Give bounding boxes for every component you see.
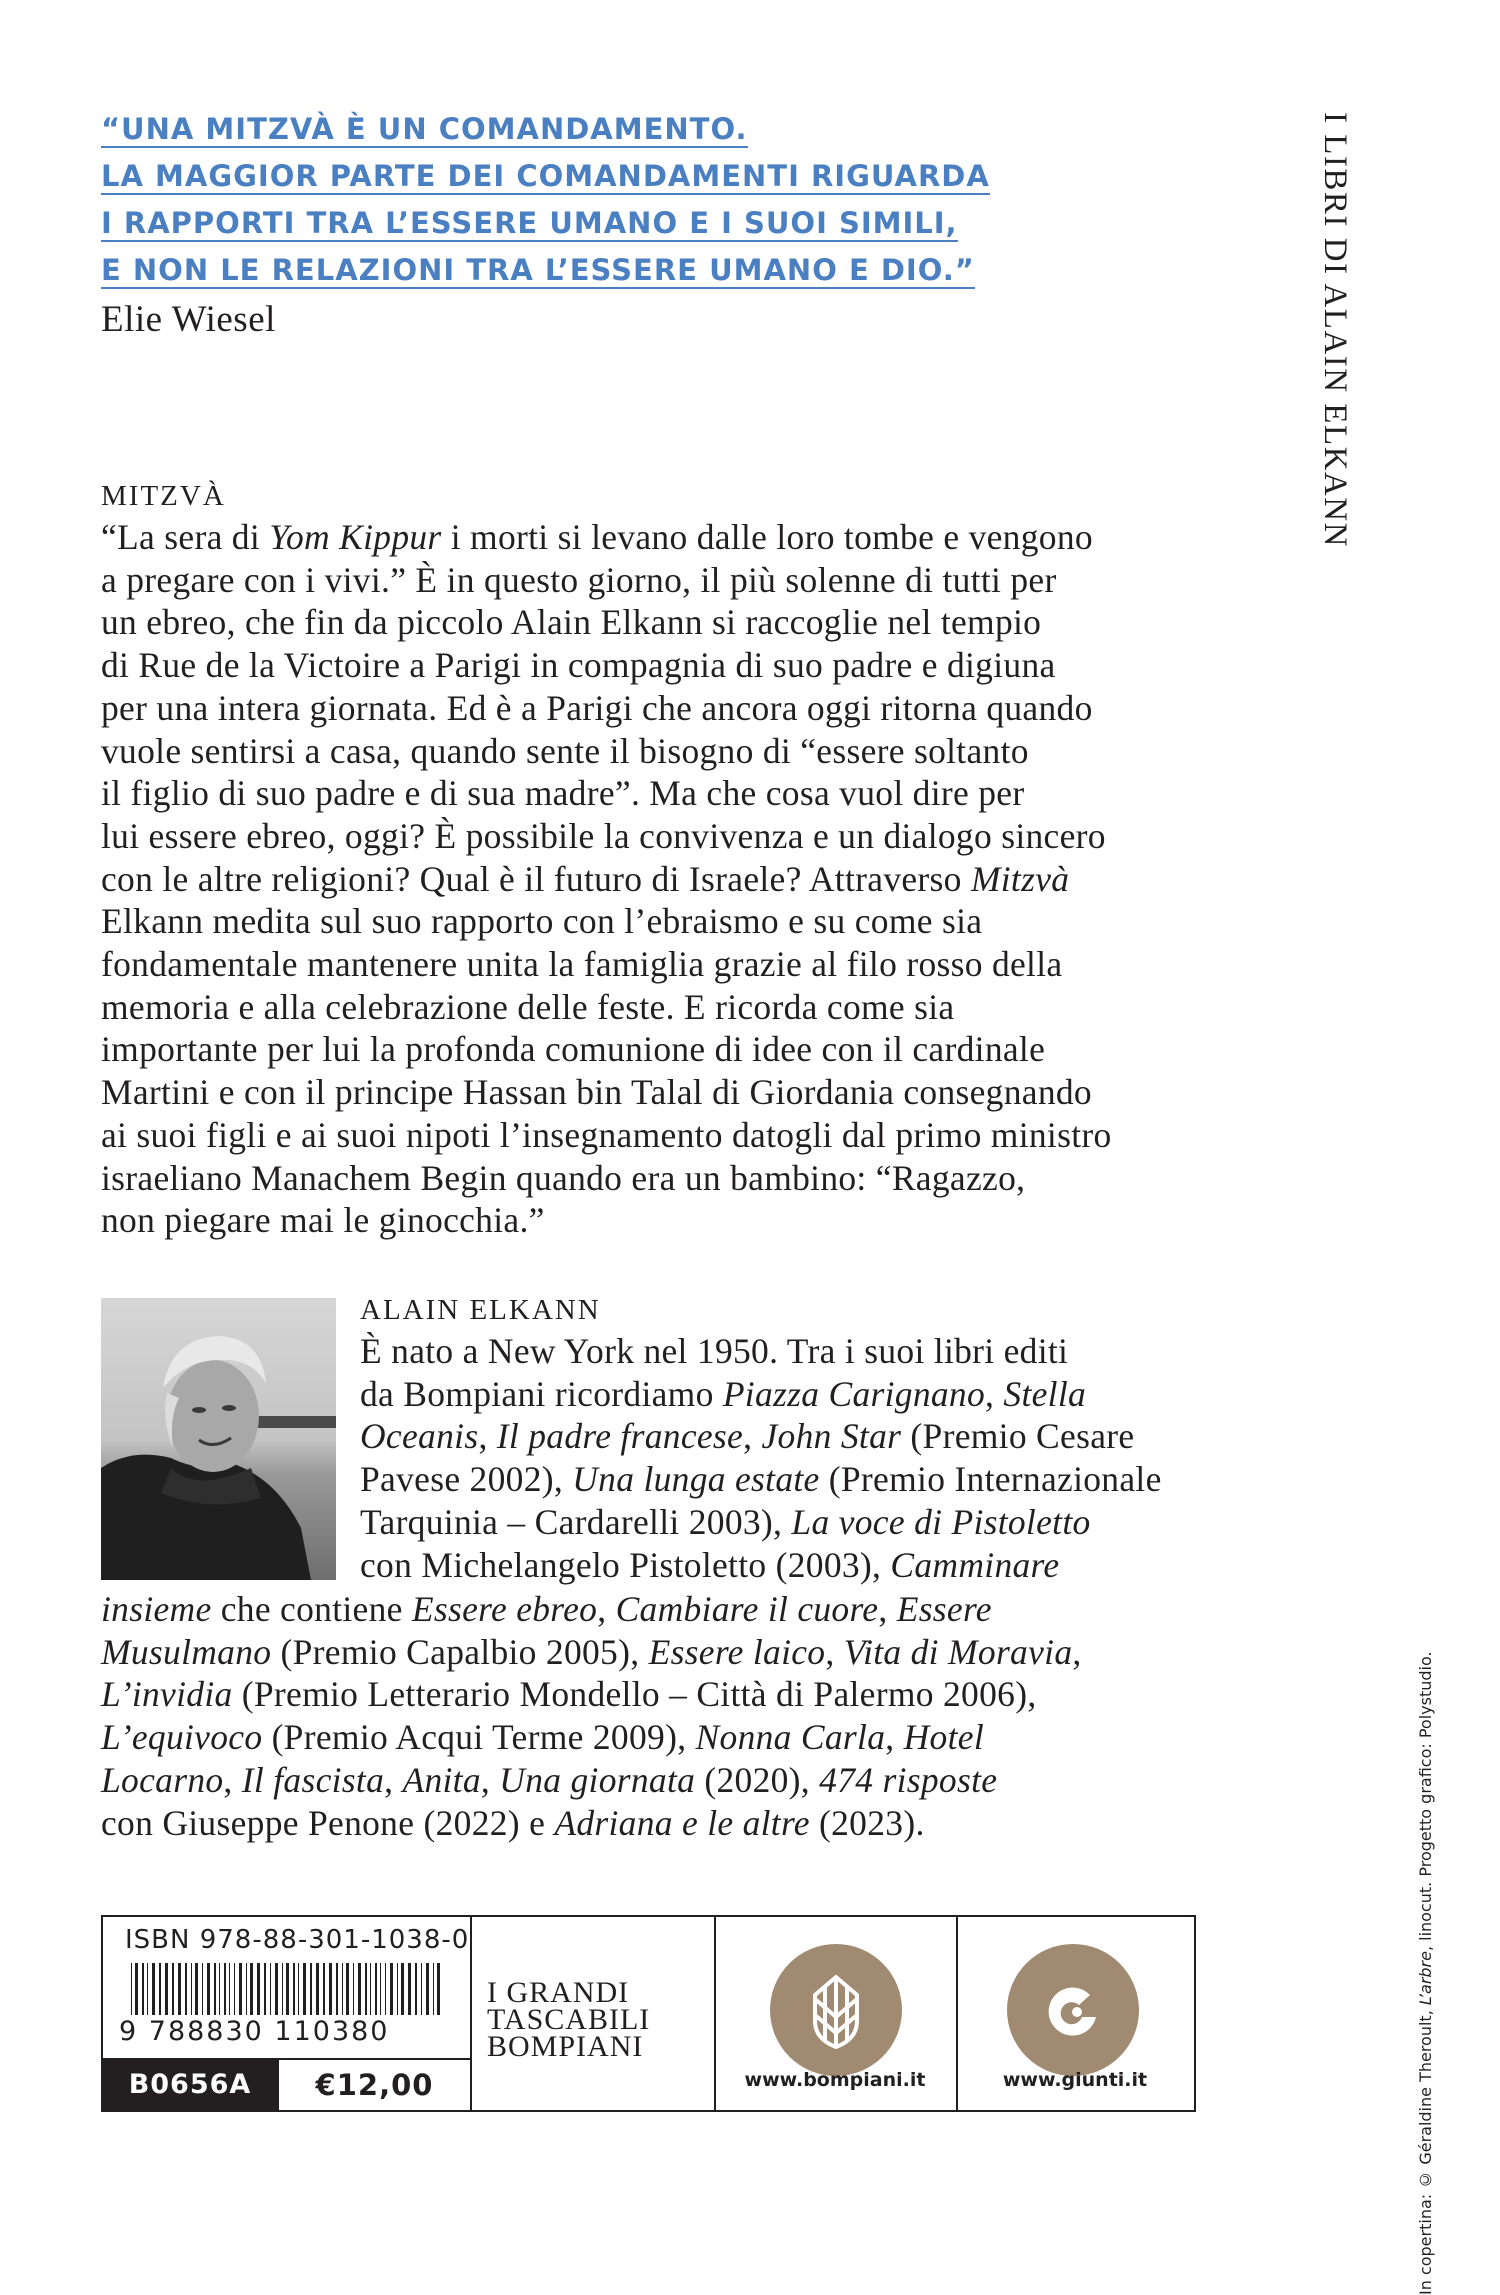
barcode-bar [257, 1963, 260, 2015]
epigraph-quote [101, 106, 990, 341]
quote-line: I RAPPORTI TRA L’ESSERE UMANO E I SUOI SIMILI, [101, 206, 958, 240]
barcode-bar [195, 1963, 198, 2015]
barcode-bar [178, 1963, 181, 2015]
quote-author: Elie Wiesel [101, 299, 276, 340]
barcode-bar [298, 1963, 299, 2015]
barcode-bar [270, 1963, 271, 2015]
quote-line: LA MAGGIOR PARTE DEI COMANDAMENTI RIGUARDA [101, 159, 990, 193]
author-photo [101, 1298, 336, 1580]
barcode-bar [426, 1963, 429, 2015]
barcode-bar [147, 1963, 148, 2015]
giunti-url[interactable]: www.giunti.it [1002, 2069, 1148, 2091]
barcode-bar [358, 1963, 361, 2015]
barcode-bar [224, 1963, 226, 2015]
barcode-bar [323, 1963, 325, 2015]
barcode-bar [408, 1963, 411, 2015]
barcode-bar [342, 1963, 343, 2015]
barcode-bar [239, 1963, 242, 2015]
barcode-digits: 9 788830 110380 [119, 2016, 390, 2047]
barcode-bar [316, 1963, 319, 2015]
panel-divider [470, 1917, 472, 2110]
barcode [127, 1963, 447, 2015]
author-bio-text: È nato a New York nel 1950. Tra i suoi libri editi da Bompiani ricordiamo Piazza Carignano, Stella Oceanis, Il padre francese, John Star (Premio Cesare Pavese 2002), Una lunga estate (Premio Internazionale Tarquinia – Cardarelli 2003), La voce di Pistoletto con Michelangelo Pistoletto (2003), Camminare [360, 1331, 1162, 1585]
cover-credits: In copertina: © Géraldine Theroult, L’arbre, linocut. Progetto grafico: Polystudio. [1416, 1651, 1435, 2295]
barcode-bar [185, 1963, 187, 2015]
barcode-bar [264, 1963, 266, 2015]
series-logo: I GRANDI TASCABILI BOMPIANI [487, 1976, 651, 2063]
barcode-bar [207, 1963, 210, 2015]
synopsis-text: “La sera di Yom Kippur i morti si levano dalle loro tombe e vengono a pregare con i vivi.” È in questo giorno, il più solenne di tutti per un ebreo, che fin da piccolo Alain Elkann si raccoglie nel tempio di Rue de la Victoire a Parigi in compagnia di suo padre e digiuna per una intera giornata. Ed è a Parigi che ancora oggi ritorna quando vuole sentirsi a casa, quando sente il bisogno di “essere soltanto il figlio di suo padre e di sua madre”. Ma che cosa vuol dire per lui essere ebreo, oggi? È possibile la convivenza e un dialogo sincero con le altre religioni? Qual è il futuro di Israele? Attraverso Mitzvà Elkann medita sul suo rapporto con l’ebraismo e su come sia fondamentale mantenere unita la famiglia grazie al filo rosso della memoria e alla celebrazione delle feste. E ricorda come sia importante per lui la profonda comunione di idee con il cardinale Martini e con il principe Hassan bin Talal di Giordania consegnando ai suoi figli e ai suoi nipoti l’insegnamento datogli dal primo ministro israeliano Manachem Begin quando era un bambino: “Ragazzo, non piegare mai le ginocchia.” [101, 517, 1112, 1241]
barcode-bar [191, 1963, 192, 2015]
barcode-bar [365, 1963, 367, 2015]
barcode-bar [336, 1963, 338, 2015]
barcode-bar [275, 1963, 278, 2015]
barcode-bar [152, 1963, 155, 2015]
isbn-number: ISBN 978-88-301-1038-0 [125, 1925, 470, 1955]
book-title-heading: MITZVÀ [101, 480, 226, 512]
quote-line: E NON LE RELAZIONI TRA L’ESSERE UMANO E DIO.” [101, 253, 975, 287]
barcode-bar [293, 1963, 295, 2015]
barcode-bar [415, 1963, 417, 2015]
barcode-bar [397, 1963, 398, 2015]
barcode-bar [202, 1963, 203, 2015]
barcode-bar [353, 1963, 354, 2015]
barcode-bar [214, 1963, 216, 2015]
barcode-panel [101, 1915, 1196, 2112]
barcode-bar [219, 1963, 220, 2015]
giunti-logo-icon [1006, 1943, 1140, 2077]
synopsis [101, 476, 1301, 1242]
barcode-bar [286, 1963, 289, 2015]
barcode-bar [401, 1963, 404, 2015]
barcode-bar [380, 1963, 381, 2015]
barcode-bar [329, 1963, 332, 2015]
series-title-vertical: I LIBRI DI ALAIN ELKANN [1317, 112, 1353, 548]
price-label: €12,00 [277, 2058, 470, 2110]
barcode-bar [234, 1963, 235, 2015]
barcode-bar [385, 1963, 386, 2015]
author-bio-continued: insieme che contiene Essere ebreo, Cambiare il cuore, Essere Musulmano (Premio Capalbio 2005), Essere laico, Vita di Moravia, L’invidia (Premio Letterario Mondello – Città di Palermo 2006), L’equivoco (Premio Acqui Terme 2009), Nonna Carla, Hotel Locarno, Il fascista, Anita, Una giornata (2020), 474 risposte con Giuseppe Penone (2022) e Adriana e le altre (2023). [101, 1589, 1082, 1843]
author-bio [360, 1290, 1300, 1586]
bompiani-logo-icon [769, 1943, 903, 2077]
barcode-bar [246, 1963, 247, 2015]
barcode-bar [165, 1963, 168, 2015]
barcode-bar [159, 1963, 161, 2015]
barcode-bar [310, 1963, 312, 2015]
bompiani-url[interactable]: www.bompiani.it [744, 2069, 926, 2091]
barcode-bar [172, 1963, 174, 2015]
barcode-bar [282, 1963, 283, 2015]
barcode-bar [303, 1963, 306, 2015]
barcode-bar [142, 1963, 144, 2015]
product-code: B0656A [103, 2058, 277, 2110]
barcode-bar [437, 1963, 440, 2015]
barcode-bar [250, 1963, 253, 2015]
barcode-bar [433, 1963, 434, 2015]
barcode-bar [390, 1963, 393, 2015]
barcode-bar [229, 1963, 230, 2015]
barcode-bar [421, 1963, 422, 2015]
quote-line: “UNA MITZVÀ È UN COMANDAMENTO. [101, 112, 748, 146]
barcode-bar [135, 1963, 138, 2015]
barcode-bar [370, 1963, 371, 2015]
barcode-bar [131, 1963, 132, 2015]
barcode-bar [375, 1963, 377, 2015]
barcode-bar [346, 1963, 349, 2015]
author-name-heading: ALAIN ELKANN [360, 1294, 601, 1326]
